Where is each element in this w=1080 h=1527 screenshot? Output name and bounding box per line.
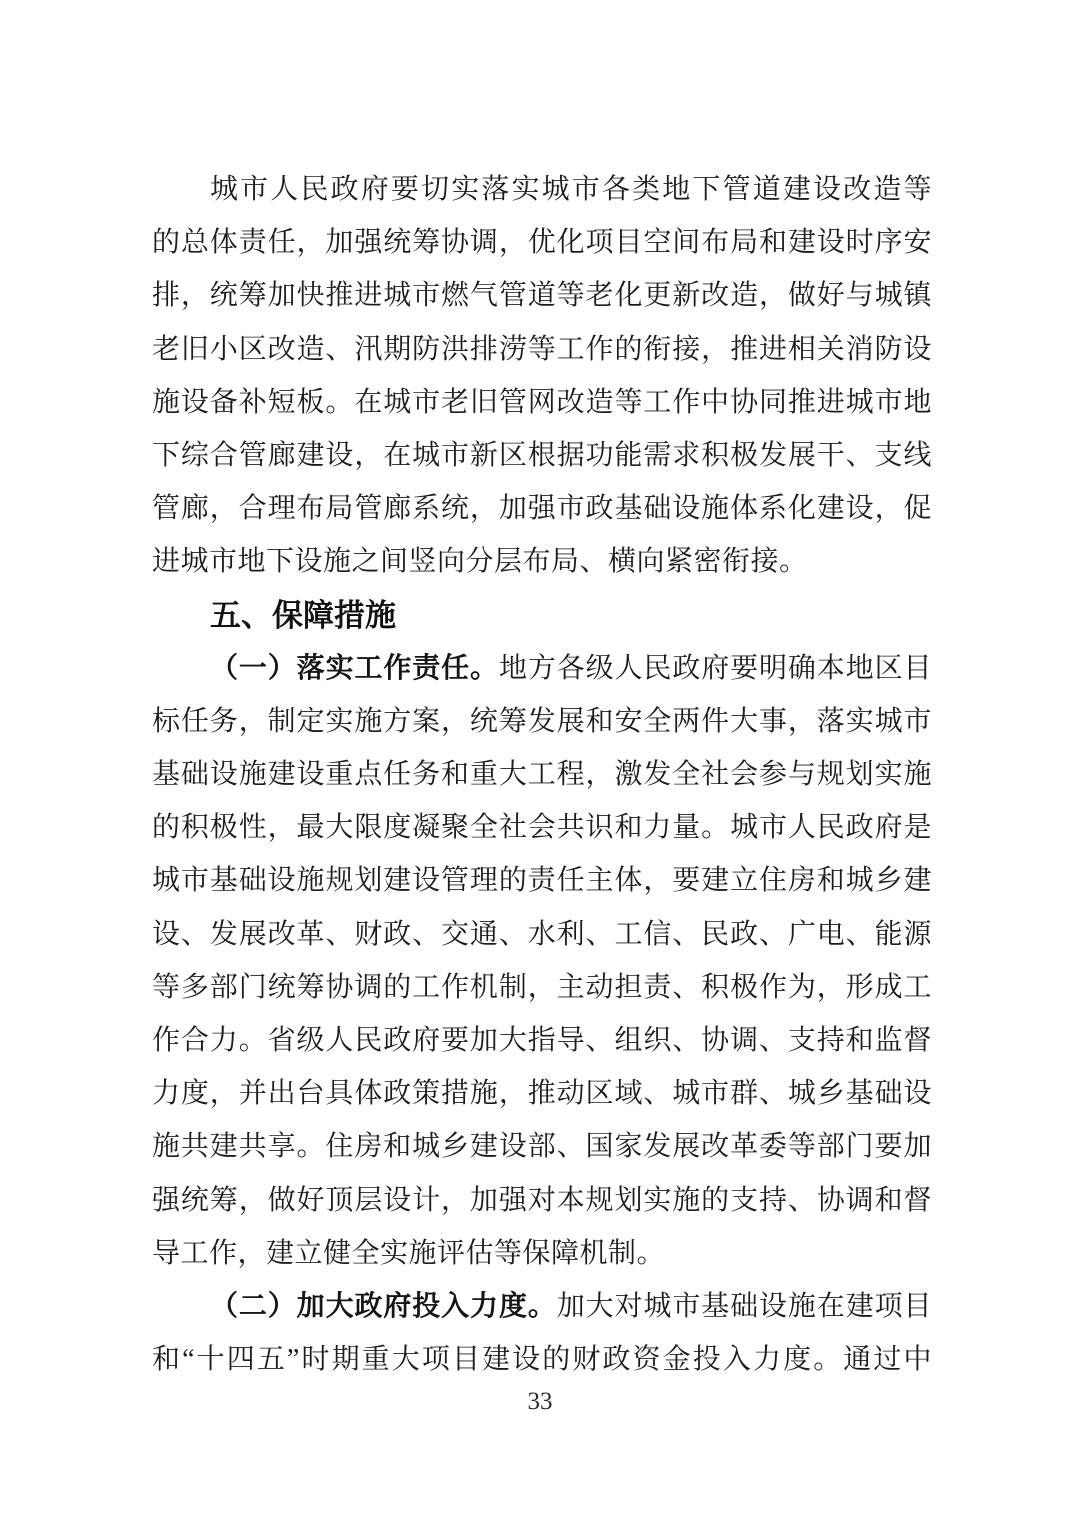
section-heading: 五、保障措施 [210,597,396,633]
paragraph2-line: 标任务，制定实施方案，统筹发展和安全两件大事，落实城市 [152,705,932,737]
paragraph2-lead: （一）落实工作责任。 [210,652,499,684]
paragraph2-line: 等多部门统筹协调的工作机制，主动担责、积极作为，形成工 [152,971,932,1003]
paragraph3-first-rest: 加大对城市基础设施在建项目 [556,1290,932,1322]
paragraph1-line: 城市人民政府要切实落实城市各类地下管道建设改造等 [210,174,932,205]
paragraph1-line: 管廊，合理布局管廊系统，加强市政基础设施体系化建设，促 [152,493,932,525]
paragraph3-lead: （二）加大政府投入力度。 [210,1290,557,1322]
paragraph2-line: 设、发展改革、财政、交通、水利、工信、民政、广电、能源 [152,918,932,950]
paragraph3-line [152,1280,932,1333]
paragraph1-line: 排，统筹加快推进城市燃气管道等老化更新改造，做好与城镇 [152,280,932,312]
paragraph1-line: 施设备补短板。在城市老旧管网改造等工作中协同推进城市地 [152,386,932,418]
paragraph2-line: 力度，并出台具体政策措施，推动区域、城市群、城乡基础设 [152,1078,932,1110]
paragraph2-line: 的积极性，最大限度凝聚全社会共识和力量。城市人民政府是 [152,812,932,844]
paragraph1-line: 进城市地下设施之间竖向分层布局、横向紧密衔接。 [152,546,808,578]
paragraph2-line: 作合力。省级人民政府要加大指导、组织、协调、支持和监督 [152,1025,932,1056]
paragraph1-line: 下综合管廊建设，在城市新区根据功能需求积极发展干、支线 [152,439,932,471]
paragraph2-line: 城市基础设施规划建设管理的责任主体，要建立住房和城乡建 [152,865,932,897]
paragraph2-line [152,642,932,695]
page-number: 33 [527,1388,553,1415]
main-text-block [152,163,932,1386]
paragraph2-line: 强统筹，做好顶层设计，加强对本规划实施的支持、协调和督 [152,1184,932,1216]
paragraph2-line: 导工作，建立健全实施评估等保障机制。 [152,1237,666,1269]
paragraph2-first-rest: 地方各级人民政府要明确本地区目 [498,652,932,684]
paragraph3-line: 和“十四五”时期重大项目建设的财政资金投入力度。通过中 [152,1344,932,1376]
paragraph2-line: 施共建共享。住房和城乡建设部、国家发展改革委等部门要加 [152,1131,932,1163]
paragraph2-line: 基础设施建设重点任务和重大工程，激发全社会参与规划实施 [152,759,932,791]
paragraph1-line: 的总体责任，加强统筹协调，优化项目空间布局和建设时序安 [152,227,932,259]
paragraph1-line: 老旧小区改造、汛期防洪排涝等工作的衔接，推进相关消防设 [152,333,932,365]
